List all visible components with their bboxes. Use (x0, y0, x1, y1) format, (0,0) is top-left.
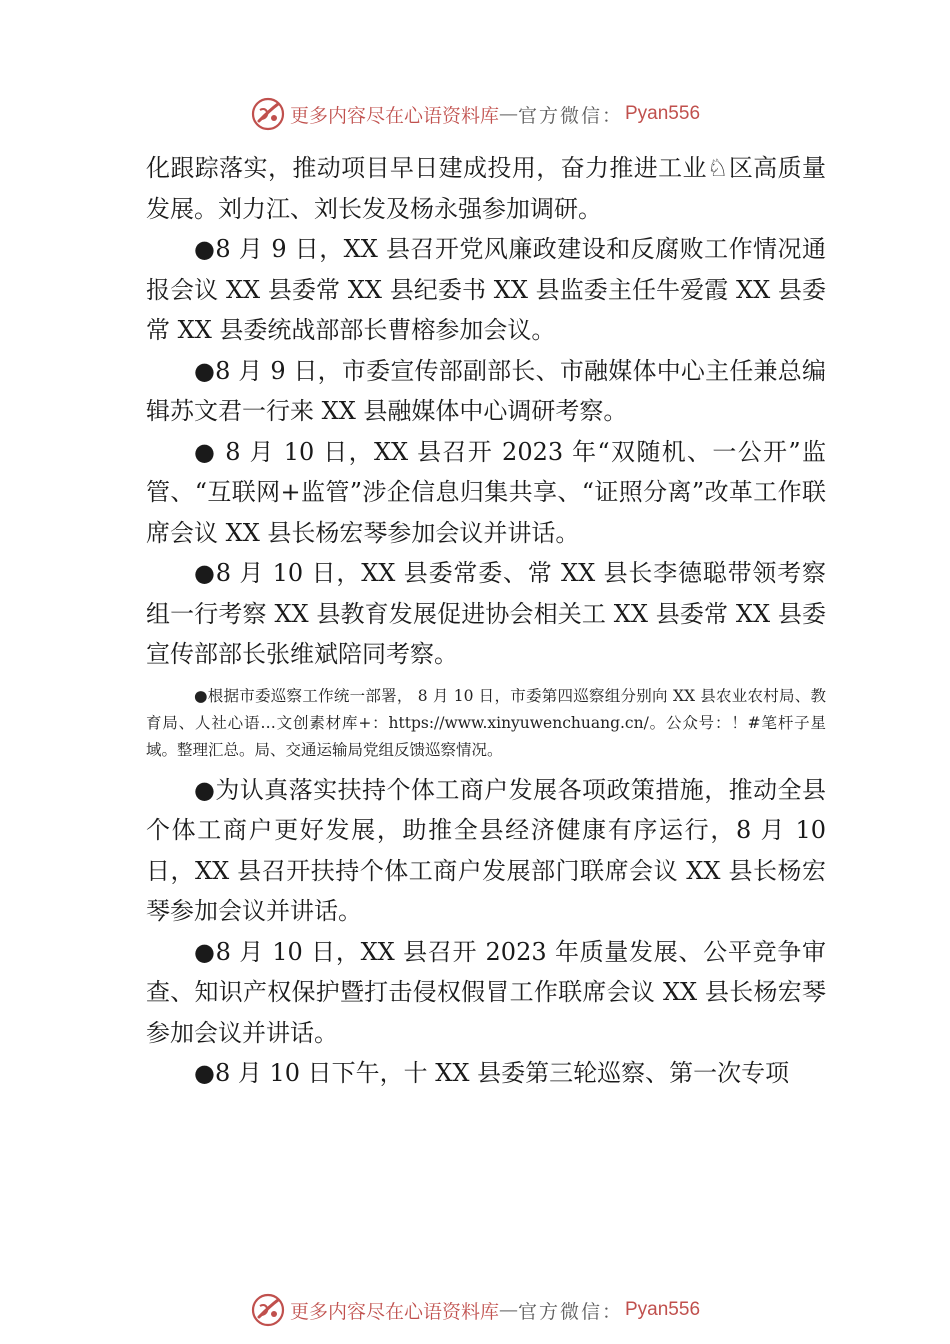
footer-wechat-label: 官方微信： (517, 1300, 623, 1323)
footer-dash: — (498, 1299, 518, 1321)
document-body (146, 148, 826, 1094)
paragraph-6-small: ●根据市委巡察工作统一部署， 8 月 10 日，市委第四巡察组分别向 XX 县农业农村局、教育局、人社心语…文创素材库+：https://www.xinyuwenchuang.cn/。公众号：！#笔杆子星域。整理汇总。局、交通运输局党组反馈巡察情况。 (146, 686, 826, 759)
paragraph-8: ●8 月 10 日，XX 县召开 2023 年质量发展、公平竞争审查、知识产权保护暨打击侵权假冒工作联席会议 XX 县长杨宏琴参加会议并讲话。 (146, 937, 826, 1047)
brush-logo-icon (250, 96, 286, 132)
header-wechat-label: 官方微信： (517, 104, 623, 127)
paragraph-7: ●为认真落实扶持个体工商户发展各项政策措施，推动全县个体工商户更好发展，助推全县经济健康有序运行，8 月 10 日，XX 县召开扶持个体工商户发展部门联席会议 XX 县长杨宏琴参加会议并讲话。 (146, 775, 826, 925)
paragraph-2: ●8 月 9 日，XX 县召开党风廉政建设和反腐败工作情况通报会议 XX 县委常 XX 县纪委书 XX 县监委主任牛爱霞 XX 县委常 XX 县委统战部部长曹榕参加会议。 (146, 235, 826, 344)
paragraph-5: ●8 月 10 日，XX 县委常委、常 XX 县长李德聪带领考察组一行考察 XX 县教育发展促进协会相关工 XX 县委常 XX 县委宣传部部长张维斌陪同考察。 (146, 559, 826, 668)
header-dash: — (498, 103, 518, 125)
paragraph-9: ●8 月 10 日下午，十 XX 县委第三轮巡察、第一次专项 (194, 1059, 790, 1087)
footer-wechat-id: Pyan556 (625, 1299, 701, 1320)
footer-banner (0, 1290, 950, 1330)
paragraph-4: ● 8 月 10 日，XX 县召开 2023 年“双随机、一公开”监管、“互联网+监管”涉企信息归集共享、“证照分离”改革工作联席会议 XX 县长杨宏琴参加会议并讲话。 (146, 437, 826, 547)
header-banner (0, 94, 950, 134)
paragraph-1: 化跟踪落实，推动项目早日建成投用，奋力推进工业♘区高质量发展。刘力江、刘长发及杨永强参加调研。 (146, 154, 826, 223)
brush-logo-icon (250, 1292, 286, 1328)
header-wechat-id: Pyan556 (625, 103, 701, 124)
footer-site-name: 更多内容尽在心语资料库 (289, 1300, 499, 1323)
header-site-name: 更多内容尽在心语资料库 (289, 104, 499, 127)
paragraph-3: ●8 月 9 日，市委宣传部副部长、市融媒体中心主任兼总编辑苏文君一行来 XX 县融媒体中心调研考察。 (146, 356, 826, 425)
